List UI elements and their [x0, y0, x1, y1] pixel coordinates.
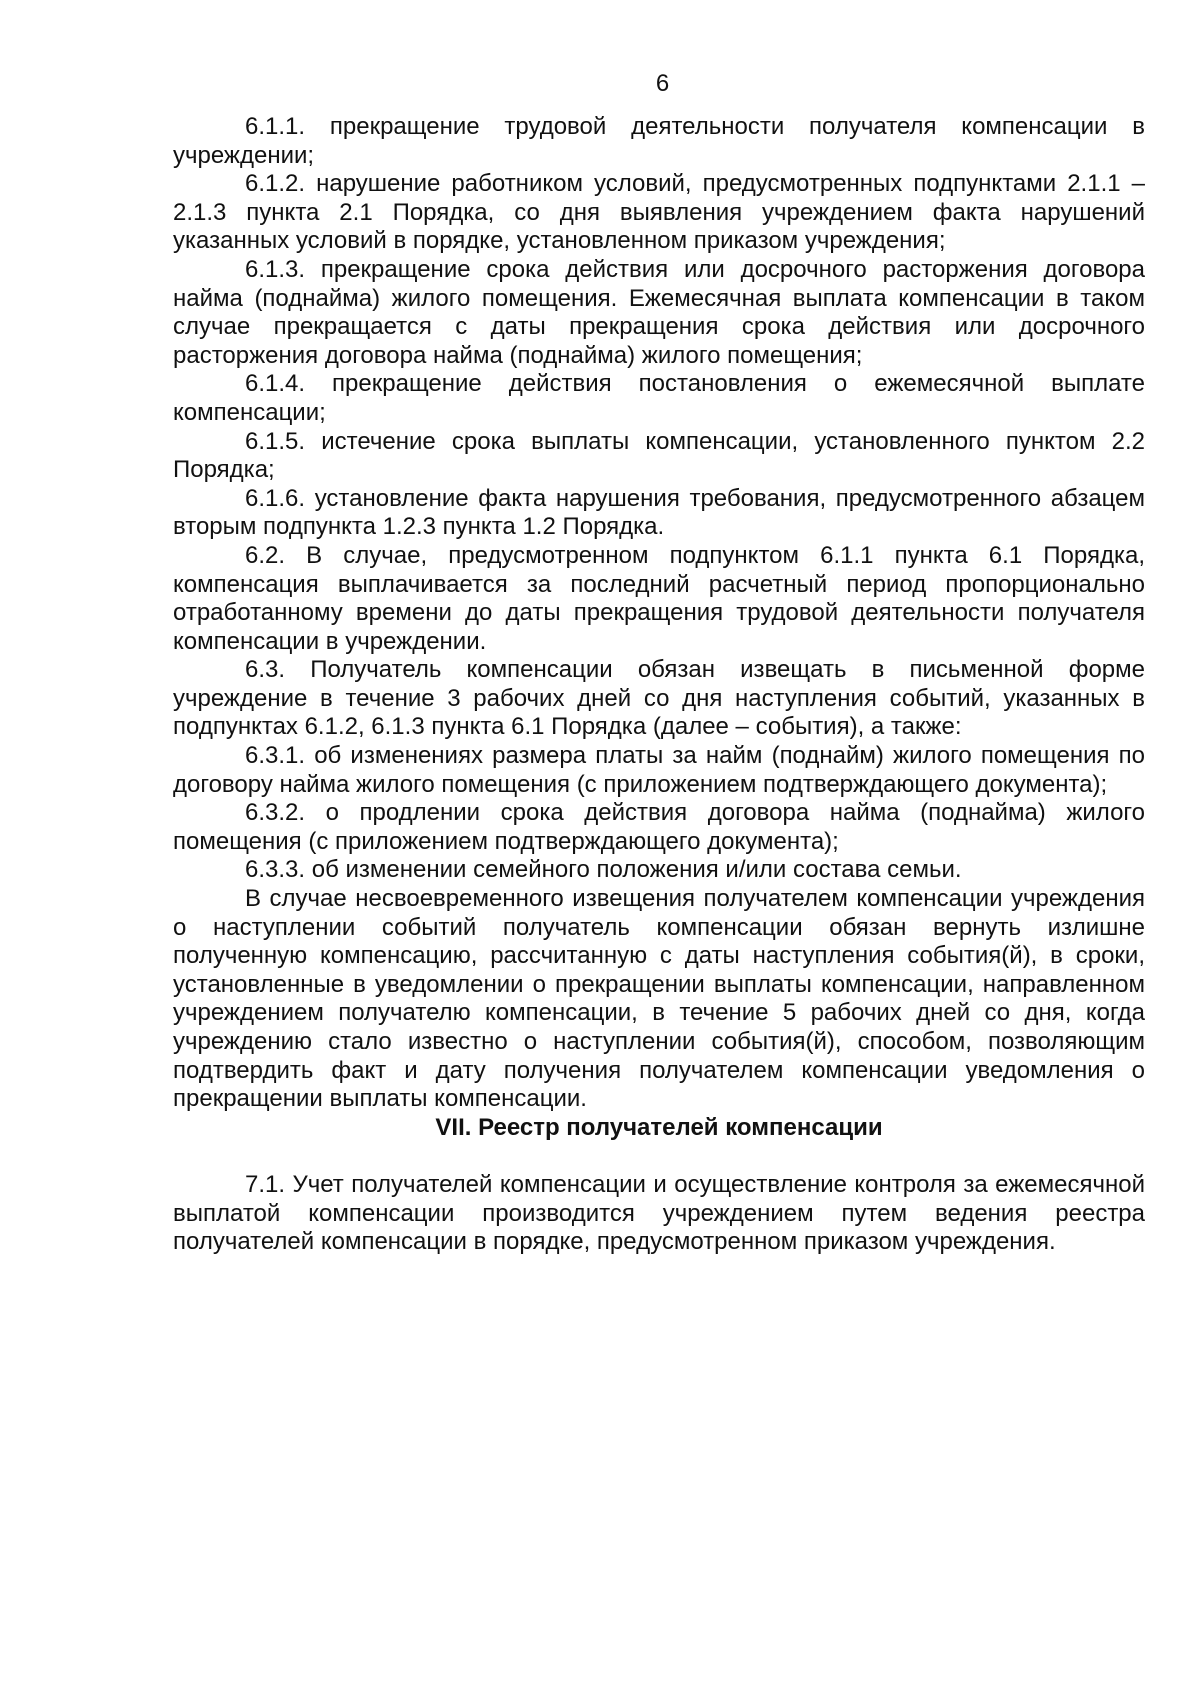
- paragraph-6-1-2: 6.1.2. нарушение работником условий, предусмотренных подпунктами 2.1.1 – 2.1.3 пункта 2.1 Порядка, со дня выявления учреждением факта нарушений указанных условий в порядке, установленном приказом учреждения;: [173, 170, 1145, 255]
- page-number: 6: [655, 70, 670, 97]
- paragraph-6-1-5: 6.1.5. истечение срока выплаты компенсации, установленного пунктом 2.2 Порядка;: [173, 427, 1145, 484]
- paragraph-6-3: 6.3. Получатель компенсации обязан извещать в письменной форме учреждение в течение 3 рабочих дней со дня наступления событий, указанных в подпунктах 6.1.2, 6.1.3 пункта 6.1 Порядка (далее – события), а также:: [173, 656, 1145, 741]
- paragraph-6-1-6: 6.1.6. установление факта нарушения требования, предусмотренного абзацем вторым подпункта 1.2.3 пункта 1.2 Порядка.: [173, 484, 1145, 541]
- paragraph-6-3-2: 6.3.2. о продлении срока действия договора найма (поднайма) жилого помещения (с приложением подтверждающего документа);: [173, 799, 1145, 855]
- paragraph-7-1: 7.1. Учет получателей компенсации и осуществление контроля за ежемесячной выплатой компенсации производится учреждением путем ведения реестра получателей компенсации в порядке, предусмотренном приказом учреждения.: [173, 1170, 1145, 1256]
- document-body: [173, 113, 1145, 1257]
- paragraph-late-notice: В случае несвоевременного извещения получателем компенсации учреждения о наступлении событий получатель компенсации обязан вернуть излишне полученную компенсацию, рассчитанную с даты наступления события(й), в сроки, установленные в уведомлении о прекращении выплаты компенсации, направленном учреждением получателю компенсации, в течение 5 рабочих дней со дня, когда учреждению стало известно о наступлении события(й), способом, позволяющим подтвердить факт и дату получения получателем компенсации уведомления о прекращении выплаты компенсации.: [173, 885, 1145, 1113]
- paragraph-6-3-3: 6.3.3. об изменении семейного положения и/или состава семьи.: [245, 856, 962, 884]
- paragraph-6-1-1: 6.1.1. прекращение трудовой деятельности получателя компенсации в учреждении;: [173, 113, 1145, 169]
- section-heading: VII. Реестр получателей компенсации: [435, 1113, 883, 1141]
- paragraph-6-1-4: 6.1.4. прекращение действия постановления о ежемесячной выплате компенсации;: [173, 370, 1145, 426]
- paragraph-6-1-3: 6.1.3. прекращение срока действия или досрочного расторжения договора найма (поднайма) жилого помещения. Ежемесячная выплата компенсации в таком случае прекращается с даты прекращения срока действия или досрочного расторжения договора найма (поднайма) жилого помещения;: [173, 255, 1145, 369]
- paragraph-6-2: 6.2. В случае, предусмотренном подпунктом 6.1.1 пункта 6.1 Порядка, компенсация выплачивается за последний расчетный период пропорционально отработанному времени до даты прекращения трудовой деятельности получателя компенсации в учреждении.: [173, 541, 1145, 655]
- paragraph-6-3-1: 6.3.1. об изменениях размера платы за найм (поднайм) жилого помещения по договору найма жилого помещения (с приложением подтверждающего документа);: [173, 742, 1145, 798]
